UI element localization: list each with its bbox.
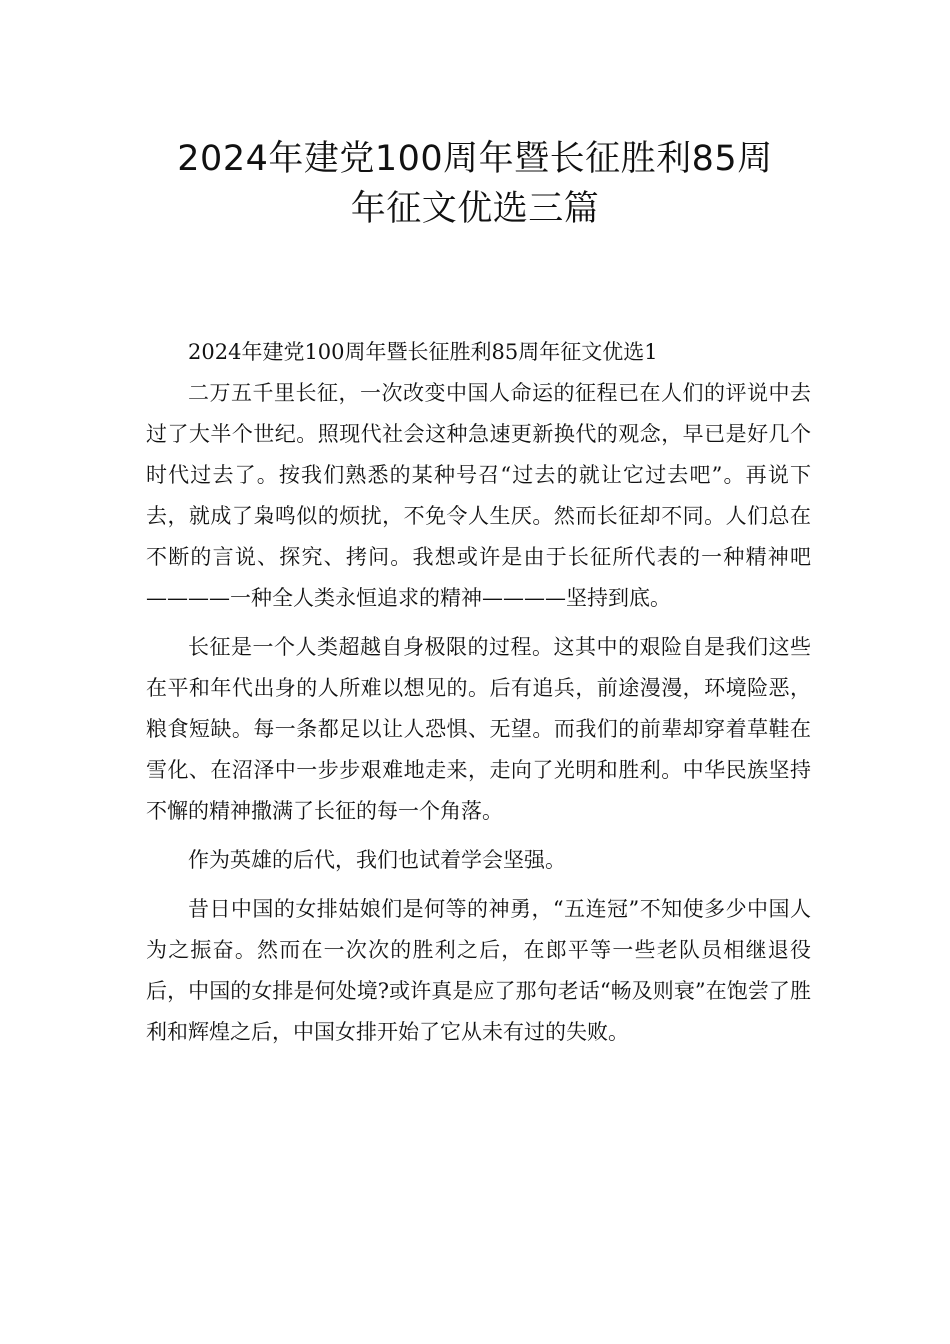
document-body	[146, 332, 811, 1061]
essay-subtitle: 2024年建党100周年暨长征胜利85周年征文优选1	[188, 340, 658, 364]
paragraph-4: 昔日中国的女排姑娘们是何等的神勇，“五连冠”不知使多少中国人为之振奋。然而在一次次的胜利之后，在郎平等一些老队员相继退役后，中国的女排是何处境?或许真是应了那句老话“畅及则衰”在饱尝了胜利和辉煌之后，中国女排开始了它从未有过的失败。	[146, 897, 811, 1044]
paragraph-1: 二万五千里长征，一次改变中国人命运的征程已在人们的评说中去过了大半个世纪。照现代社会这种急速更新换代的观念，早已是好几个时代过去了。按我们熟悉的某种号召“过去的就让它过去吧”。再说下去，就成了枭鸣似的烦扰，不免令人生厌。然而长征却不同。人们总在不断的言说、探究、拷问。我想或许是由于长征所代表的一种精神吧————一种全人类永恒追求的精神————坚持到底。	[146, 381, 811, 610]
document-title-line-2: 年征文优选三篇	[350, 189, 600, 229]
paragraph-3: 作为英雄的后代，我们也试着学会坚强。	[188, 848, 566, 872]
document-title-line-1: 2024年建党100周年暨长征胜利85周	[177, 139, 773, 179]
paragraph-2: 长征是一个人类超越自身极限的过程。这其中的艰险自是我们这些在平和年代出身的人所难以想见的。后有追兵，前途漫漫，环境险恶，粮食短缺。每一条都足以让人恐惧、无望。而我们的前辈却穿着草鞋在雪化、在沼泽中一步步艰难地走来，走向了光明和胜利。中华民族坚持不懈的精神撒满了长征的每一个角落。	[146, 635, 811, 823]
document-title	[100, 134, 850, 234]
